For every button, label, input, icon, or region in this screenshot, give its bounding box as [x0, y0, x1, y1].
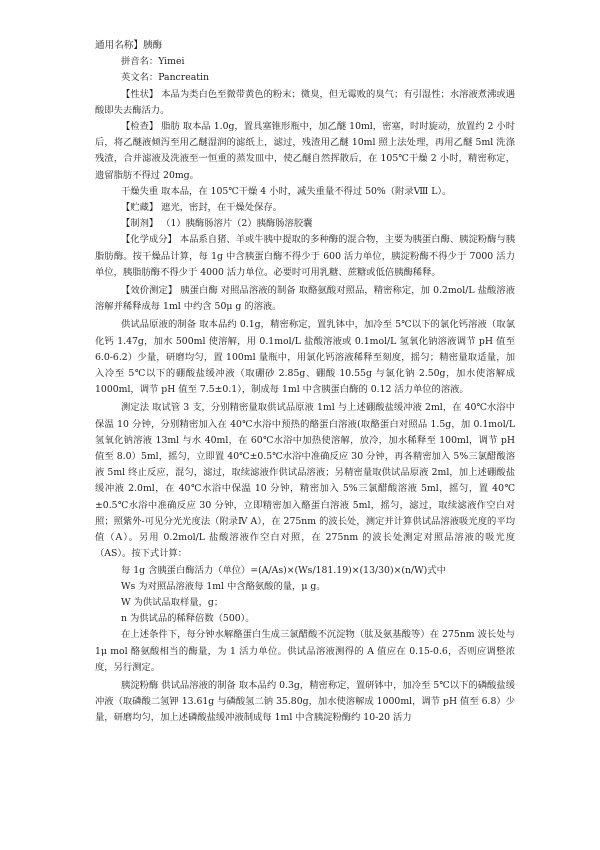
ws-definition: Ws 为对照品溶液每 1ml 中含酪氨酸的量，μ g。 — [121, 580, 326, 592]
pinyin-line: 拼音名：Yimei — [121, 56, 185, 68]
inspection-paragraph: 【检查】 脂肪 取本品 1.0g，置具塞锥形瓶中，加乙醚 10ml，密塞，时时旋动，放置约 2 小时后，将乙醚液倾泻至用乙醚湿润的滤纸上，滤过，残渣用乙醚 10ml 照上法处理，再用乙醚 5ml 洗涤残渣，合并滤液及洗液至一恒重的蒸发皿中，使乙醚自然挥散后，在 105℃干燥 2 小时，精密称定，遗留脂肪不得过 20mg。 — [95, 121, 515, 181]
common-name-line: 通用名称】胰酶 — [95, 40, 163, 51]
amylase-paragraph: 胰淀粉酶 供试品溶液的制备 取本品约 0.3g，精密称定，置研钵中，加冷至 5℃以下的磷酸盐缓冲液（取磷酸二氢钾 13.61g 与磷酸氢二钠 35.80g，加水使溶解成 1000ml，调节 pH 值至 6.8）少量，研磨均匀，加上述磷酸盐缓冲液制成每 1ml 中含胰淀粉酶约 10-20 活力 — [95, 679, 515, 724]
document-body — [95, 38, 515, 727]
english-name-line: 英文名：Pancreatin — [121, 72, 209, 84]
drying-loss-paragraph: 干燥失重 取本品，在 105℃干燥 4 小时，减失重量不得过 50%（附录Ⅷ L）。 — [121, 185, 452, 197]
storage-paragraph: 【贮藏】 遮光，密封，在干燥处保存。 — [121, 202, 283, 214]
n-definition: n 为供试品的稀释倍数（500）。 — [121, 613, 255, 625]
preparations-paragraph: 【制剂】 （1）胰酶肠溶片（2）胰酶肠溶胶囊 — [121, 218, 313, 230]
method-paragraph: 测定法 取试管 3 支，分别精密量取供试品原液 1ml 与上述硼酸盐缓冲液 2ml，在 40℃水浴中保温 10 分钟，分别精密加入在 40℃水浴中预热的酪蛋白溶液(取酪蛋白对照品 1.5g，加 0.1mol/L 氢氧化钠溶液 13ml 与水 40ml，在 60℃水浴中加热使溶解，放冷，加水稀释至 100ml，调节 pH 值至 8.0）5ml，摇匀，立即置 40℃±0.5℃水浴中准确反应 30 分钟，再各精密加入 5%三氯醋酸溶液 5ml 终止反应，混匀，滤过，取续滤液作供试品溶液；另精密量取供试品原液 2ml，加上述硼酸盐缓冲液 2.0ml，在 40℃水浴中保温 10 分钟，精密加入 5%三氯醋酸溶液 5ml，摇匀，置 40℃±0.5℃水浴中准确反应 30 分钟，立即精密加入酪蛋白溶液 5ml，摇匀，滤过，取续滤液作空白对照；照紫外-可见分光光度法（附录Ⅳ A），在 275nm 的波长处，测定并计算供试品溶液吸光度的平均值（A）。另用 0.2mol/L 盐酸溶液作空白对照，在 275nm 的波长处测定对照品溶液的吸光度（AS）。按下式计算： — [95, 402, 515, 560]
w-definition: W 为供试品取样量，g； — [121, 596, 224, 608]
unit-definition-paragraph: 在上述条件下，每分钟水解酪蛋白生成三氯醋酸不沉淀物（肽及氨基酸等）在 275nm 波长处与 1μ mol 酪氨酸相当的酶量，为 1 活力单位。供试品溶液测得的 A 值应在 0.15-0.6，否则应调整浓度，另行测定。 — [95, 629, 515, 673]
substrate-preparation-paragraph: 供试品原液的制备 取本品约 0.1g，精密称定，置乳钵中，加冷至 5℃以下的氯化钙溶液（取氯化钙 1.47g，加水 500ml 使溶解，用 0.1mol/L 盐酸溶液或 0.1mol/L 氢氧化钠溶液调节 pH 值至 6.0-6.2）少量，研磨均匀，置 100ml 量瓶中，用氯化钙溶液稀释至刻度，摇匀；精密量取适量，加入冷至 5℃以下的硼酸盐缓冲液（取硼砂 2.85g、硼酸 10.55g 与氯化钠 2.50g，加水使溶解成 1000ml，调节 pH 值至 7.5±0.1），制成每 1ml 中含胰蛋白酶的 0.12 活力单位的溶液。 — [95, 319, 515, 396]
formula-line: 每 1g 含胰蛋白酶活力（单位）=(A/As)×(Ws/181.19)×(13/30)×(n/W)式中 — [121, 564, 446, 576]
potency-paragraph: 【效价测定】 胰蛋白酶 对照品溶液的制备 取酪氨酸对照品，精密称定，加 0.2mol/L 盐酸溶液溶解并稀释成每 1ml 中约含 50μ g 的溶液。 — [95, 285, 515, 313]
character-paragraph: 【性状】 本品为类白色至微带黄色的粉末；微臭，但无霉败的臭气；有引湿性；水溶液煮沸或遇酸即失去酶活力。 — [95, 88, 515, 116]
composition-paragraph: 【化学成分】 本品系自猪、羊或牛胰中提取的多种酶的混合物，主要为胰蛋白酶、胰淀粉酶与胰脂肪酶。按干燥品计算，每 1g 中含胰蛋白酶不得少于 600 活力单位，胰淀粉酶不得少于 7000 活力单位，胰脂肪酶不得少于 4000 活力单位。必要时可用乳糖、蔗糖或低倍胰酶稀释。 — [95, 234, 515, 278]
